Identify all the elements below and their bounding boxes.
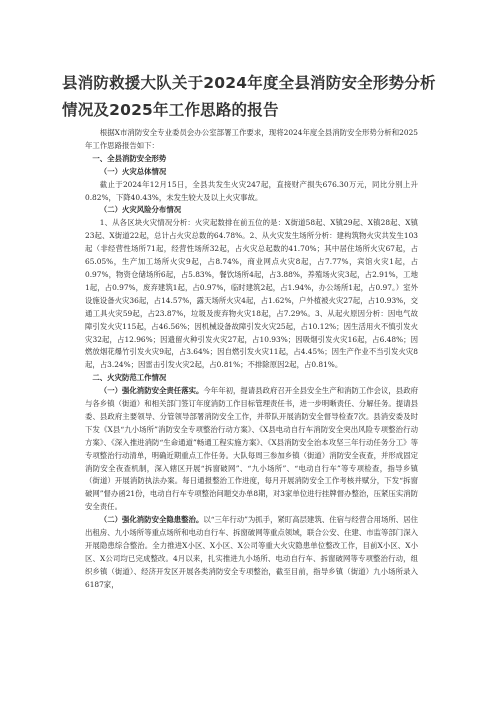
- subsection-1-2-text: 1、从各区块火灾情况分析：火灾起数排在前五位的是：X街道58起、X镇29起、X镇28起、X镇23起、X街道22起，总计占火灾总数的64.78%。2、从火灾发生场所分析：建构筑物火灾共发生103起（非经营性场所71起，经营性场所32起，占火灾总起数的41.70%；其中居住场所火灾67起，占65.05%，生产加工场所火灾9起，占8.74%，商业网点火灾8起，占7.77%，宾馆火灾1起，占0.97%，物资仓储场所6起，占5.83%，餐饮场所4起，占3.88%，养殖场火灾3起，占2.91%，工地1起，占0.97%，废弃建筑1起，占0.97%，临时建筑2起，占1.94%，办公场所1起，占0.97。）室外设施设备火灾36起，占14.57%，露天场所火灾4起，占1.62%，户外植被火灾27起，占10.93%，交通工具火灾59起，占23.87%，垃圾及废弃物火灾18起，占7.29%。3、从起火原因分析：因电气故障引发火灾115起，占46.56%；因机械设备故障引发火灾25起，占10.12%；因生活用火不慎引发火灾32起，占12.96%；因遗留火种引发火灾27起，占10.93%；因吸烟引发火灾16起，占6.48%；因燃放烟花爆竹引发火灾9起，占3.64%；因自燃引发火灾11起，占4.45%；因生产作业不当引发火灾8起，占3.24%；因雷击引发火灾2起，占0.81%；不排除原因2起，占0.81%。: [85, 218, 418, 370]
- section-2-heading: 二、火灾防范工作情况: [92, 373, 167, 383]
- section-2-paragraph-1: [85, 385, 418, 514]
- subsection-1-1-heading: （一）火灾总体情况: [99, 166, 167, 176]
- paragraph-lead: （一）强化消防安全责任落实。: [99, 386, 204, 396]
- section-1-heading: 一、全县消防安全形势: [92, 153, 167, 163]
- document-title: 县消防救援大队关于2024年度全县消防安全形势分析情况及2025年工作思路的报告: [62, 74, 436, 119]
- document-body: [85, 127, 418, 592]
- subsection-1-1-text: 截止于2024年12月15日，全县共发生火灾247起，直接财产损失676.30万元，同比分别上升0.82%，下降40.43%，未发生较大及以上火灾事故。: [85, 179, 418, 202]
- intro-paragraph: 根据X市消防安全专业委员会办公室部署工作要求，现将2024年度全县消防安全形势分析和2025年工作思路报告如下：: [85, 128, 418, 150]
- subsection-1-2-heading: （二）火灾风险分布情况: [99, 205, 182, 215]
- section-2-paragraph-2: [85, 514, 418, 591]
- paragraph-lead: （二）强化消防安全隐患整治。: [99, 515, 204, 525]
- paragraph-text: 以“三年行动”为抓手，紧盯高层建筑、住宿与经营合用场所、居住出租房、九小场所等重点场所和电动自行车、拆窗破网等重点领域，联合公安、住建、市监等部门深入开展隐患综合整治。全力推进X小区、X小区、X公司等重大火灾隐患单位整改工作，目前X小区、X小区、X公司均已完成整改。4月以来，扎实推进九小场所、电动自行车、拆窗破网等专项整治行动，组织乡镇（街道）、经济开发区开展各类消防安全专项整治，截至目前，指导乡镇（街道）九小场所录入6187家，: [85, 515, 418, 589]
- paragraph-text: 今年年初，提请县政府召开全县安全生产和消防工作会议，县政府与各乡镇（街道）和相关部门签订年度消防工作目标管理责任书，进一步明晰责任、分解任务。提请县委、县政府主要领导、分管领导部署消防安全工作，并带队开展消防安全督导检查7次。县消安委及时下发《X县“九小场所”消防安全专项整治行动方案》、《X县电动自行车消防安全突出风险专项整治行动方案》、《深入推进消防“生命通道”畅通工程实施方案》、《X县消防安全治本攻坚三年行动任务分工》等专项整治行动清单，明确近期重点工作任务。大队每周三参加乡镇（街道）消防安全夜查，并形成固定消防安全夜查机制，深入辖区开展“拆窗破网”、“九小场所”、“电动自行车”等专项检查，指导乡镇（街道）开展消防执法办案。每日通报整治工作进度，每月开展消防安全工作考核并赋分，下发“拆窗破网”督办函21份，电动自行车专项整治问题交办单8期，对3家单位进行挂牌督办整治，压紧压实消防安全责任。: [85, 386, 418, 512]
